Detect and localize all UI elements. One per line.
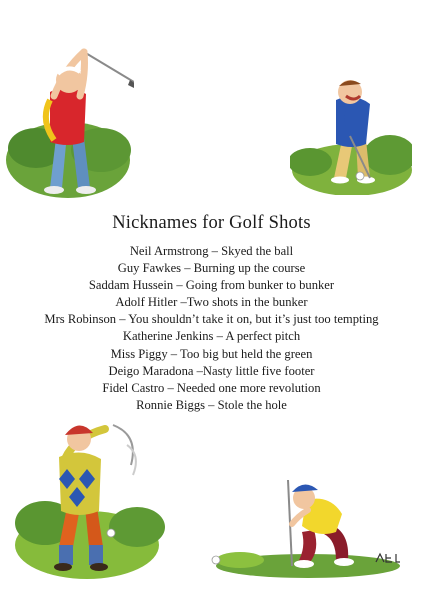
golfer-argyle-illustration [15,395,165,580]
nickname-line: Guy Fawkes – Burning up the course [117,261,306,276]
nickname-line: Katherine Jenkins – A perfect pitch [122,329,301,344]
nickname-line: Deigo Maradona –Nasty little five footer [108,363,315,378]
nicknames-card [0,213,423,414]
nickname-list [0,243,423,414]
golfer-putting-illustration [290,70,412,195]
nickname-line: Saddam Hussein – Going from bunker to bunker [88,278,335,293]
nickname-line: Neil Armstrong – Skyed the ball [129,244,294,258]
golfer-swinging-illustration [6,30,134,200]
nickname-line: Miss Piggy – Too big but held the green [110,346,313,361]
nickname-line: Mrs Robinson – You shouldn’t take it on, but it’s just too tempting [44,312,379,327]
golfer-crouching-illustration [200,470,400,580]
nickname-line: Adolf Hitler –Two shots in the bunker [115,295,308,310]
nickname-line: Ronnie Biggs – Stole the hole [136,397,287,412]
nickname-line: Fidel Castro – Needed one more revolution [102,380,321,395]
card-title: Nicknames for Golf Shots [112,213,311,233]
